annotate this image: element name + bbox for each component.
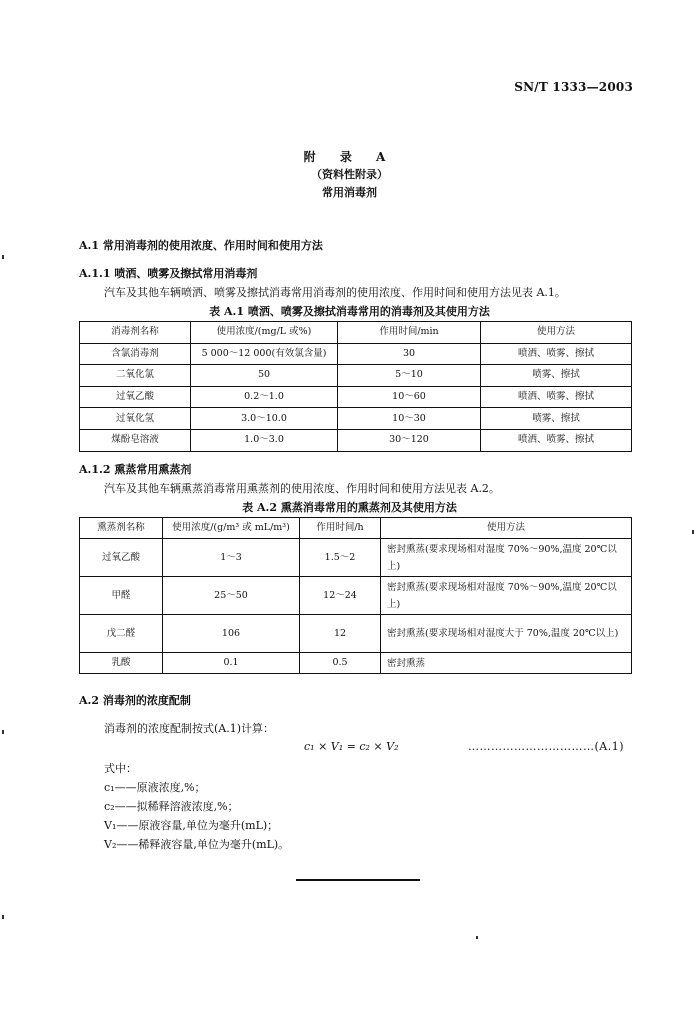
table-header-cell: 使用方法	[381, 518, 632, 539]
section-a2-heading: A.2 消毒剂的浓度配制	[79, 694, 191, 707]
formula-a1: c₁ × V₁ = c₂ × V₂	[304, 740, 399, 753]
table-cell: 25～50	[163, 577, 300, 615]
table-cell: 过氧乙酸	[80, 386, 191, 408]
table-cell: 0.1	[163, 653, 300, 674]
table-cell: 0.5	[300, 653, 381, 674]
table-cell: 3.0～10.0	[191, 408, 338, 430]
table-header-cell: 消毒剂名称	[80, 322, 191, 344]
table-cell: 5～10	[338, 365, 481, 387]
table-row	[80, 408, 632, 430]
annex-subtitle: （资料性附录）	[311, 168, 388, 181]
table2-caption: 表 A.2 熏蒸消毒常用的熏蒸剂及其使用方法	[242, 501, 457, 514]
table-row	[80, 653, 632, 674]
definition-v2: V₂——稀释液容量,单位为毫升(mL)。	[104, 838, 290, 851]
table-cell: 甲醛	[80, 577, 163, 615]
table-cell: 过氧乙酸	[80, 539, 163, 577]
table-row	[80, 539, 632, 577]
table-cell: 10～60	[338, 386, 481, 408]
scan-speck	[2, 730, 4, 734]
scan-speck	[2, 915, 4, 919]
table-cell: 密封熏蒸	[381, 653, 632, 674]
table-cell: 密封熏蒸(要求现场相对湿度大于 70%,温度 20℃以上)	[381, 615, 632, 653]
table-cell: 喷洒、喷雾、擦拭	[481, 386, 632, 408]
table-cell: 1.0～3.0	[191, 429, 338, 451]
table-cell: 12～24	[300, 577, 381, 615]
table-header-cell: 使用浓度/(g/m³ 或 mL/m³)	[163, 518, 300, 539]
table-cell: 30	[338, 343, 481, 365]
table-cell: 30～120	[338, 429, 481, 451]
section-a1-1-heading: A.1.1 喷洒、喷雾及擦拭常用消毒剂	[79, 267, 258, 280]
section-a1-2-text: 汽车及其他车辆熏蒸消毒常用熏蒸剂的使用浓度、作用时间和使用方法见表 A.2。	[104, 482, 500, 495]
table-row	[80, 429, 632, 451]
table-cell: 1.5～2	[300, 539, 381, 577]
table-header-cell: 作用时间/min	[338, 322, 481, 344]
table-cell: 煤酚皂溶液	[80, 429, 191, 451]
table-cell: 二氧化氯	[80, 365, 191, 387]
table-cell: 含氯消毒剂	[80, 343, 191, 365]
table-cell: 乳酸	[80, 653, 163, 674]
table-cell: 10～30	[338, 408, 481, 430]
section-a2-intro: 消毒剂的浓度配制按式(A.1)计算：	[104, 722, 275, 735]
table-row	[80, 577, 632, 615]
table-header-cell: 使用方法	[481, 322, 632, 344]
scan-speck	[476, 936, 478, 939]
table-row	[80, 365, 632, 387]
section-a1-heading: A.1 常用消毒剂的使用浓度、作用时间和使用方法	[79, 239, 323, 252]
section-a1-1-text: 汽车及其他车辆喷洒、喷雾及擦拭消毒常用消毒剂的使用浓度、作用时间和使用方法见表 A.1。	[104, 286, 566, 299]
table-header-row	[80, 518, 632, 539]
table-a1	[79, 321, 632, 452]
table-header-cell: 使用浓度/(mg/L 或%)	[191, 322, 338, 344]
annex-title: 附 录 A	[303, 150, 396, 164]
table-cell: 喷雾、擦拭	[481, 365, 632, 387]
where-label: 式中：	[104, 762, 137, 775]
table-cell: 0.2～1.0	[191, 386, 338, 408]
table-header-cell: 作用时间/h	[300, 518, 381, 539]
table-header-cell: 熏蒸剂名称	[80, 518, 163, 539]
table-cell: 106	[163, 615, 300, 653]
table-row	[80, 386, 632, 408]
scan-speck	[692, 530, 694, 534]
table-cell: 50	[191, 365, 338, 387]
section-a1-2-heading: A.1.2 熏蒸常用熏蒸剂	[79, 463, 192, 476]
table-header-row	[80, 322, 632, 344]
table-cell: 喷洒、喷雾、擦拭	[481, 429, 632, 451]
table-cell: 12	[300, 615, 381, 653]
definition-c2: c₂——拟稀释溶液浓度,%；	[104, 800, 239, 813]
table-cell: 喷洒、喷雾、擦拭	[481, 343, 632, 365]
formula-reference: ……………………………(A.1)	[468, 740, 625, 753]
table-row	[80, 615, 632, 653]
definition-c1: c₁——原液浓度,%；	[104, 781, 206, 794]
table-cell: 过氧化氢	[80, 408, 191, 430]
table1-caption: 表 A.1 喷洒、喷雾及擦拭消毒常用的消毒剂及其使用方法	[209, 305, 490, 318]
end-rule	[296, 879, 420, 881]
table-cell: 喷雾、擦拭	[481, 408, 632, 430]
table-cell: 戊二醛	[80, 615, 163, 653]
table-cell: 密封熏蒸(要求现场相对湿度 70%～90%,温度 20℃以上)	[381, 539, 632, 577]
table-cell: 密封熏蒸(要求现场相对湿度 70%～90%,温度 20℃以上)	[381, 577, 632, 615]
annex-name: 常用消毒剂	[322, 186, 377, 199]
standard-code: SN/T 1333—2003	[514, 80, 633, 94]
definition-v1: V₁——原液容量,单位为毫升(mL)；	[104, 819, 279, 832]
scan-speck	[2, 255, 4, 259]
table-cell: 1～3	[163, 539, 300, 577]
table-a2	[79, 517, 632, 674]
table-cell: 5 000～12 000(有效氯含量)	[191, 343, 338, 365]
table-row	[80, 343, 632, 365]
